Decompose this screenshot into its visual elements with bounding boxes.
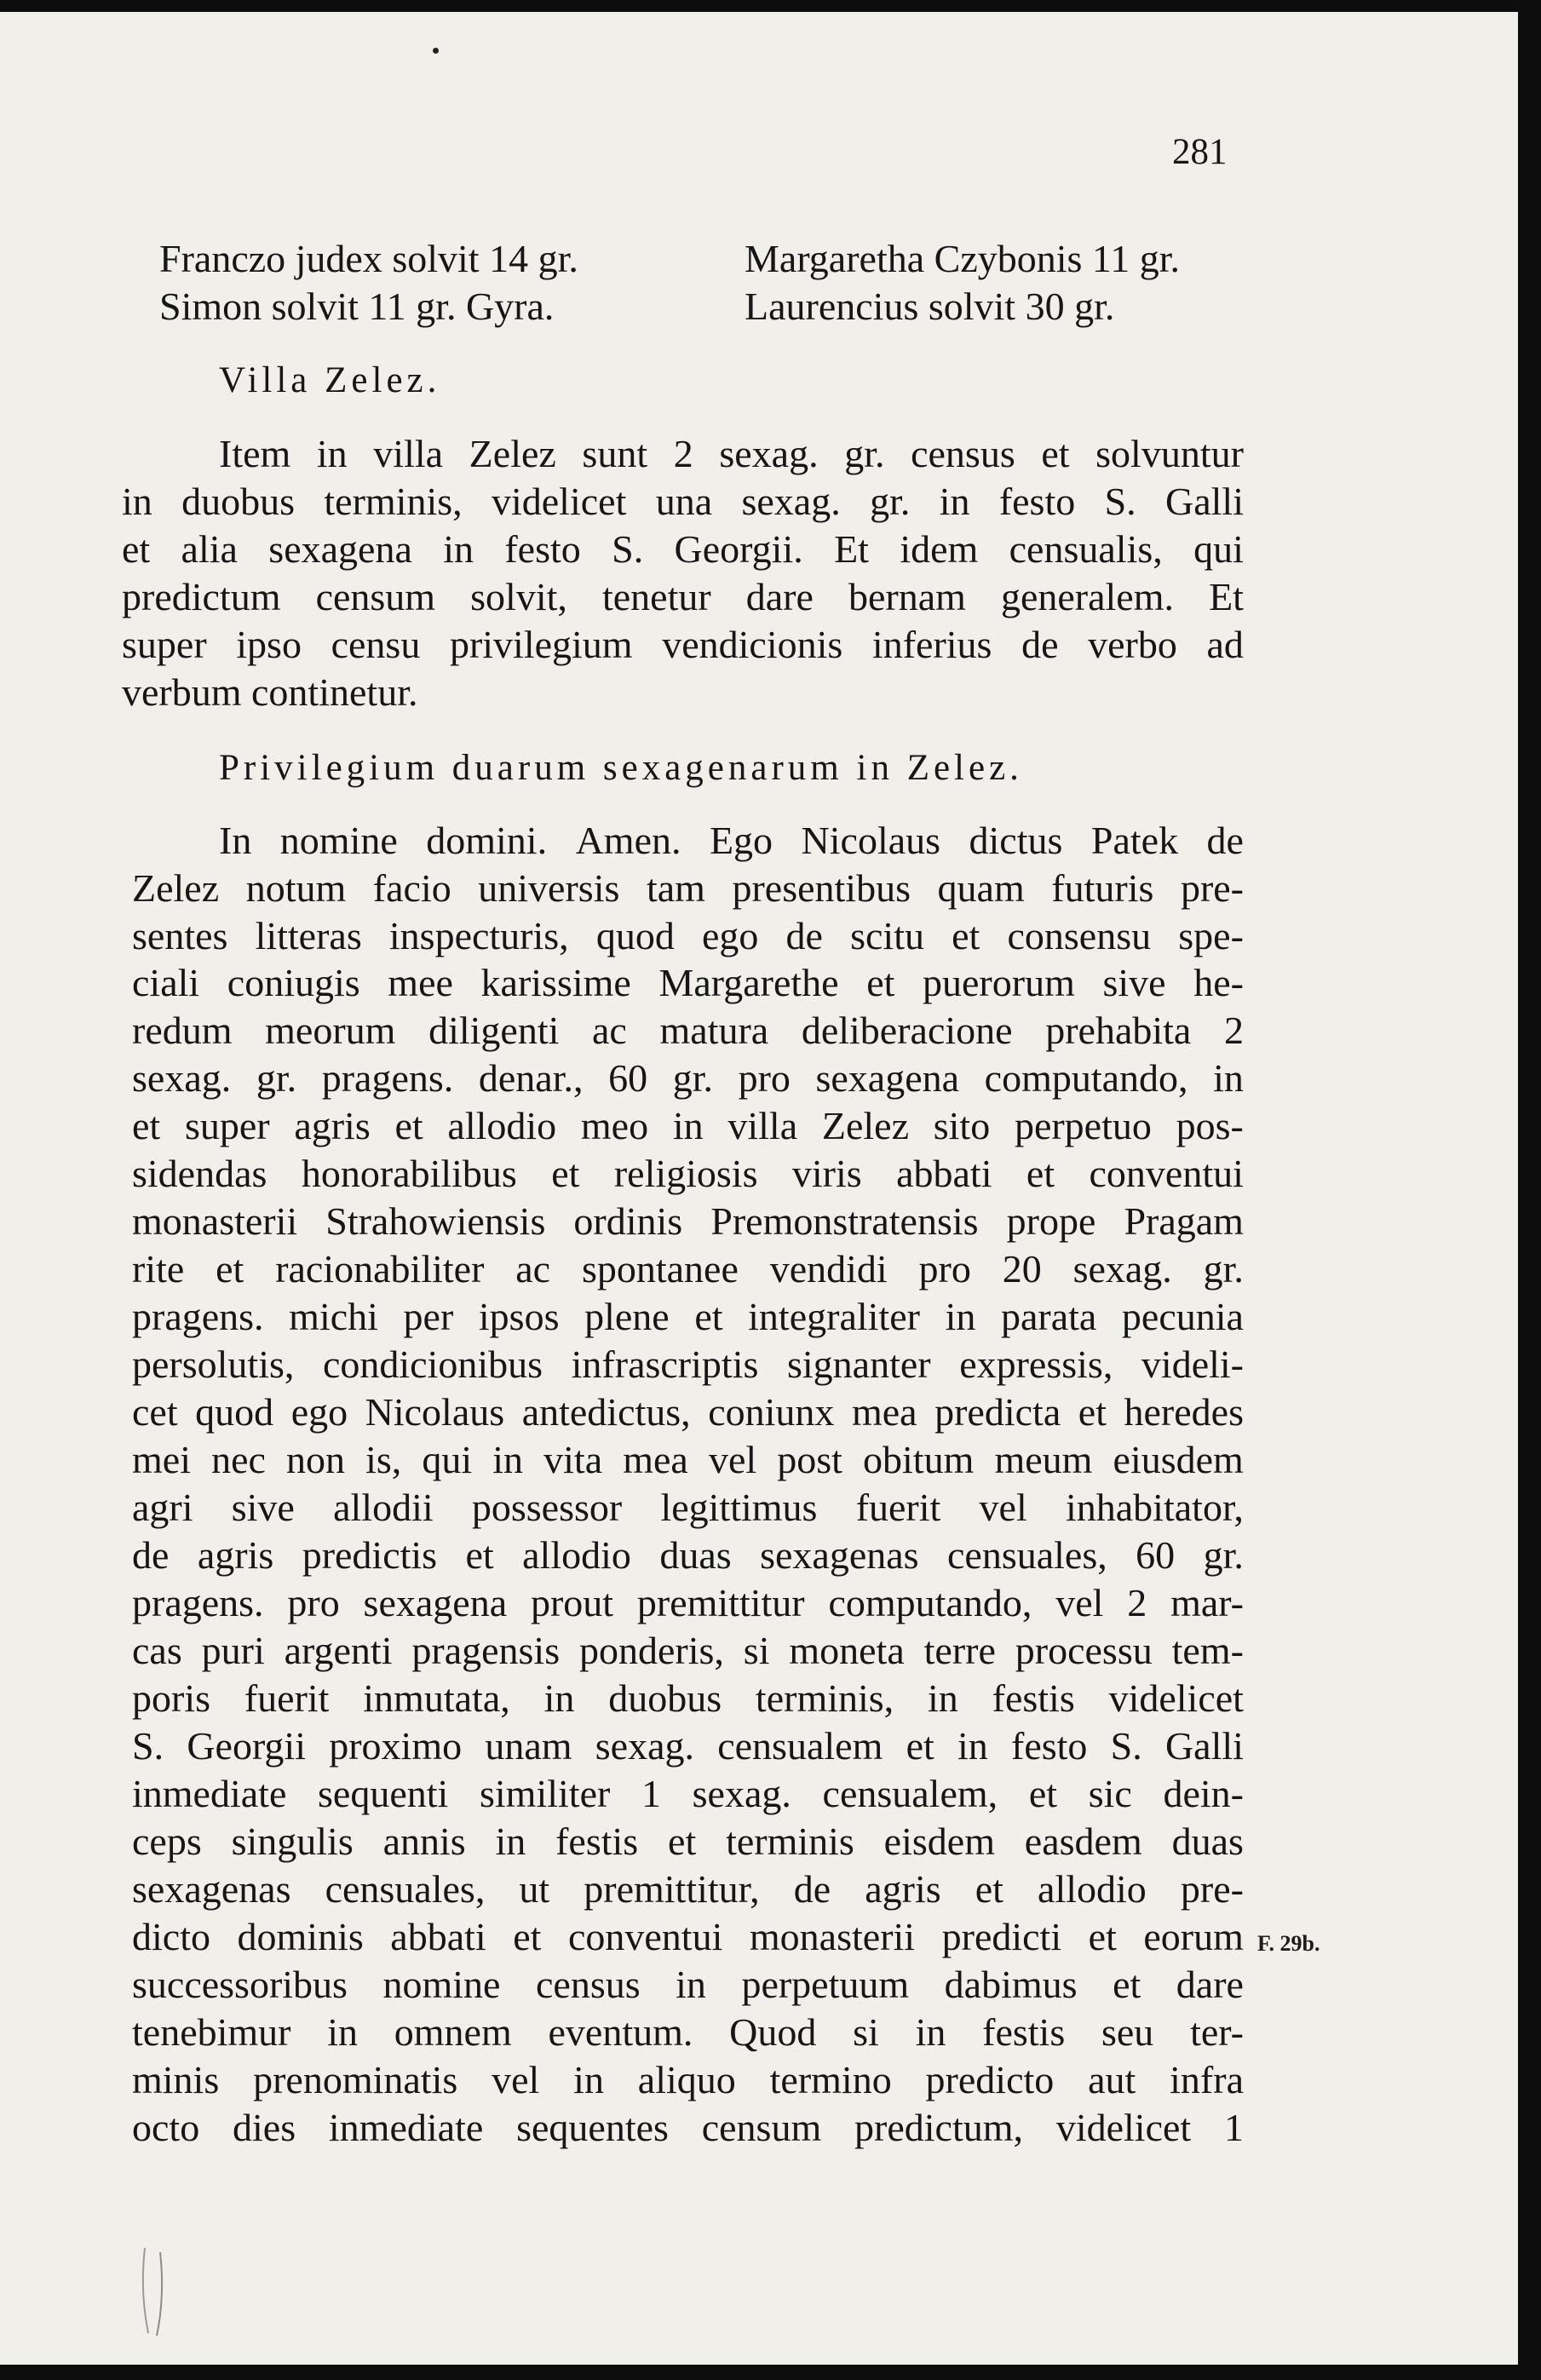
- payer-entry: Laurencius solvit 30 gr.: [745, 285, 1115, 328]
- book-page: [0, 12, 1518, 2365]
- text-line: cas puri argenti pragensis ponderis, si moneta terre processu tem-: [132, 1629, 1244, 1672]
- text-line: rite et racionabiliter ac spontanee vendidi pro 20 sexag. gr.: [132, 1247, 1244, 1291]
- text-line: in duobus terminis, videlicet una sexag. gr. in festo S. Galli: [122, 480, 1244, 523]
- text-line: ceps singulis annis in festis et terminis eisdem easdem duas: [132, 1819, 1244, 1863]
- page-number: 281: [1172, 132, 1228, 172]
- text-line: et alia sexagena in festo S. Georgii. Et idem censualis, qui: [122, 527, 1244, 571]
- text-line: agri sive allodii possessor legittimus fuerit vel inhabitator,: [132, 1486, 1244, 1529]
- text-line: octo dies inmediate sequentes censum predictum, videlicet 1: [132, 2106, 1244, 2149]
- text-line: pragens. pro sexagena prout premittitur computando, vel 2 mar-: [132, 1581, 1244, 1624]
- text-line: poris fuerit inmutata, in duobus terminis, in festis videlicet: [132, 1676, 1244, 1720]
- text-line: de agris predictis et allodio duas sexagenas censuales, 60 gr.: [132, 1533, 1244, 1577]
- text-line: tenebimur in omnem eventum. Quod si in festis seu ter-: [132, 2010, 1244, 2054]
- text-line: successoribus nomine census in perpetuum dabimus et dare: [132, 1963, 1244, 2006]
- payer-entry: Simon solvit 11 gr. Gyra.: [159, 285, 555, 328]
- pencil-mark-icon: [136, 2244, 170, 2337]
- text-line: dicto dominis abbati et conventui monasterii predicti et eorum: [132, 1915, 1244, 1958]
- text-line: sentes litteras inspecturis, quod ego de scitu et consensu spe-: [132, 914, 1244, 957]
- text-line: Item in villa Zelez sunt 2 sexag. gr. census et solvuntur: [219, 432, 1244, 475]
- text-line: inmediate sequenti similiter 1 sexag. censualem, et sic dein-: [132, 1772, 1244, 1815]
- text-line: sexag. gr. pragens. denar., 60 gr. pro sexagena computando, in: [132, 1056, 1244, 1100]
- section-heading: Privilegium duarum sexagenarum in Zelez.: [219, 748, 1023, 788]
- payer-entry: Franczo judex solvit 14 gr.: [159, 237, 578, 280]
- text-line: sexagenas censuales, ut premittitur, de agris et allodio pre-: [132, 1867, 1244, 1911]
- text-line: cet quod ego Nicolaus antedictus, coniunx mea predicta et heredes: [132, 1390, 1244, 1434]
- text-line: redum meorum diligenti ac matura deliberacione prehabita 2: [132, 1009, 1244, 1052]
- text-line: sidendas honorabilibus et religiosis viris abbati et conventui: [132, 1152, 1244, 1195]
- text-line: minis prenominatis vel in aliquo termino predicto aut infra: [132, 2058, 1244, 2101]
- folio-margin-note: F. 29b.: [1257, 1931, 1320, 1956]
- text-line: super ipso censu privilegium vendicionis inferius de verbo ad: [122, 623, 1244, 666]
- text-line: persolutis, condicionibus infrascriptis signanter expressis, videli-: [132, 1342, 1244, 1386]
- text-line: verbum continetur.: [122, 670, 418, 714]
- section-heading: Villa Zelez.: [219, 360, 441, 400]
- text-line: et super agris et allodio meo in villa Zelez sito perpetuo pos-: [132, 1104, 1244, 1147]
- text-line: mei nec non is, qui in vita mea vel post obitum meum eiusdem: [132, 1438, 1244, 1481]
- text-line: ciali coniugis mee karissime Margarethe et puerorum sive he-: [132, 961, 1244, 1004]
- ink-dot: [433, 48, 439, 54]
- text-line: In nomine domini. Amen. Ego Nicolaus dictus Patek de: [219, 819, 1244, 862]
- text-line: S. Georgii proximo unam sexag. censualem et in festo S. Galli: [132, 1724, 1244, 1768]
- text-line: pragens. michi per ipsos plene et integraliter in parata pecunia: [132, 1295, 1244, 1338]
- text-line: monasterii Strahowiensis ordinis Premonstratensis prope Pragam: [132, 1199, 1244, 1243]
- payer-entry: Margaretha Czybonis 11 gr.: [745, 237, 1181, 280]
- text-line: Zelez notum facio universis tam presentibus quam futuris pre-: [132, 866, 1244, 910]
- text-line: predictum censum solvit, tenetur dare bernam generalem. Et: [122, 575, 1244, 618]
